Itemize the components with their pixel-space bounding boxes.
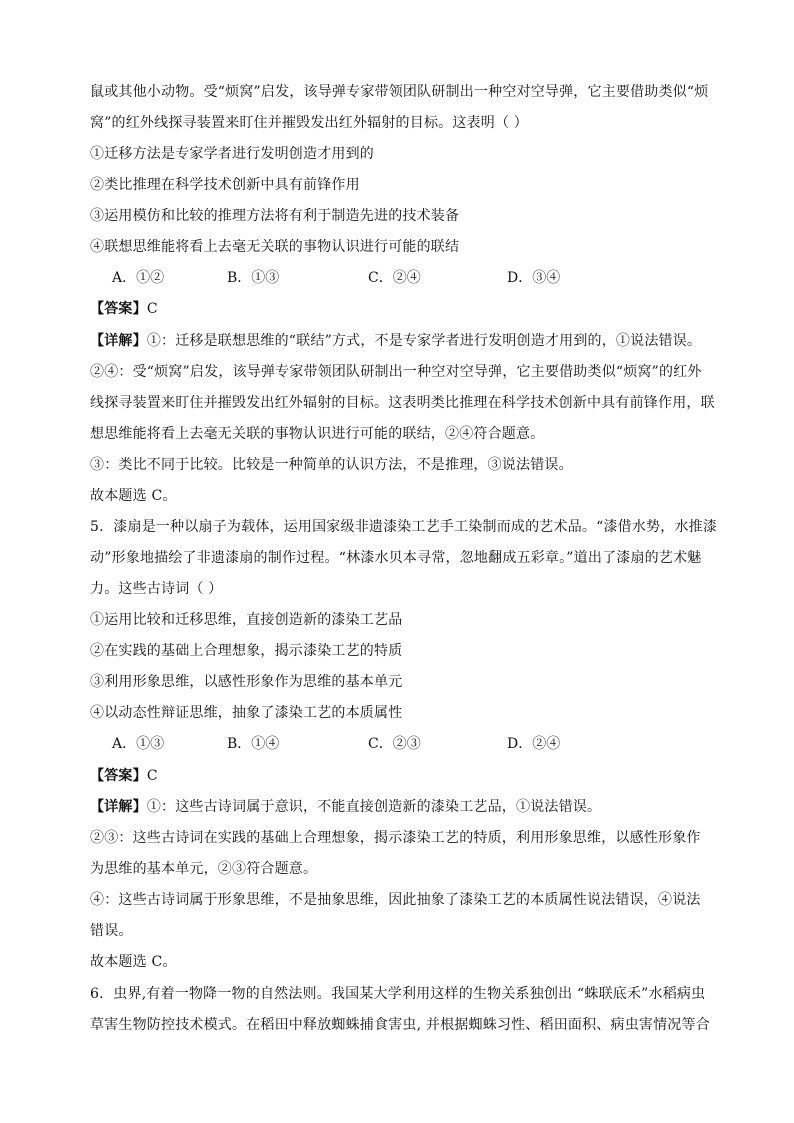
choice-b: B．①④	[227, 736, 280, 752]
detail-line: ③：类比不同于比较。比较是一种简单的认识方法，不是推理，③说法错误。	[90, 457, 573, 473]
conclusion-line: 故本题选 C。	[90, 488, 177, 504]
detail-line: 错误。	[90, 923, 133, 939]
detail-line: ④：这些古诗词属于形象思维，不是抽象思维，因此抽象了漆染工艺的本质属性说法错误，④说法	[90, 892, 701, 908]
answer-label: 【答案】	[90, 768, 147, 784]
choice-d: D．②④	[507, 736, 561, 752]
question-5-text: 力。这些古诗词（ ）	[90, 581, 223, 597]
answer-line	[90, 766, 710, 786]
detail-line	[90, 797, 710, 817]
detail-line: ②③：这些古诗词在实践的基础上合理想象，揭示漆染工艺的特质，利用形象思维，以感性形象作	[90, 830, 701, 846]
text-line: 窝”的红外线探寻装置来盯住并摧毁发出红外辐射的目标。这表明（ ）	[90, 115, 529, 131]
option-statement: ④联想思维能将看上去毫无关联的事物认识进行可能的联结	[90, 239, 460, 255]
text-line: 鼠或其他小动物。受“烦窝”启发，该导弹专家带领团队研制出一种空对空导弹，它主要借助类似“烦	[90, 84, 709, 100]
option-statement: ④以动态性辩证思维，抽象了漆染工艺的本质属性	[90, 705, 403, 721]
question-5-text: 5．漆扇是一种以扇子为载体，运用国家级非遗漆染工艺手工染制而成的艺术品。“漆借水势，水推漆	[90, 519, 718, 535]
option-statement: ③利用形象思维，以感性形象作为思维的基本单元	[90, 674, 403, 690]
question-6-text: 草害生物防控技术模式。在稻田中释放蜘蛛捕食害虫, 并根据蜘蛛习性、稻田面积、病虫害情况等合	[90, 1017, 710, 1033]
answer-label: 【答案】	[90, 301, 147, 317]
detail-line: 为思维的基本单元，②③符合题意。	[90, 861, 318, 877]
question-6-text: 6．虫界,有着一物降一物的自然法则。我国某大学利用这样的生物关系独创出 “蛛联底禾”水稻病虫	[90, 986, 706, 1002]
detail-label: 【详解】	[90, 799, 147, 815]
detail-line: ②④：受“烦窝”启发，该导弹专家带领团队研制出一种空对空导弹，它主要借助类似“烦窝”的红外	[90, 364, 702, 380]
choice-c: C．②③	[368, 736, 421, 752]
choice-c: C．②④	[368, 270, 421, 286]
option-statement: ①运用比较和迁移思维，直接创造新的漆染工艺品	[90, 612, 403, 628]
detail-line	[90, 331, 710, 351]
answer-value: C	[146, 768, 158, 784]
question-5-text: 动”形象地描绘了非遗漆扇的制作过程。“林漆水贝本寻常，忽地翻成五彩章。”道出了漆扇的艺术魅	[90, 550, 702, 566]
option-statement: ②在实践的基础上合理想象，揭示漆染工艺的特质	[90, 643, 403, 659]
option-statement: ③运用模仿和比较的推理方法将有利于制造先进的技术装备	[90, 208, 460, 224]
detail-line: 线探寻装置来盯住并摧毁发出红外辐射的目标。这表明类比推理在科学技术创新中具有前锋作用，联	[90, 395, 715, 411]
detail-label: 【详解】	[90, 333, 147, 349]
answer-line	[90, 299, 710, 319]
detail-text: ①：这些古诗词属于意识，不能直接创造新的漆染工艺品，①说法错误。	[146, 799, 602, 815]
conclusion-line: 故本题选 C。	[90, 954, 177, 970]
detail-text: ①：迁移是联想思维的“联结”方式，不是专家学者进行发明创造才用到的，①说法错误。	[146, 333, 702, 349]
option-statement: ②类比推理在科学技术创新中具有前锋作用	[90, 177, 360, 193]
choice-a: A．①②	[112, 270, 165, 286]
option-statement: ①迁移方法是专家学者进行发明创造才用到的	[90, 146, 374, 162]
answer-value: C	[146, 301, 158, 317]
choice-d: D．③④	[507, 270, 561, 286]
choice-a: A．①③	[112, 736, 165, 752]
choice-b: B．①③	[227, 270, 280, 286]
detail-line: 想思维能将看上去毫无关联的事物认识进行可能的联结，②④符合题意。	[90, 426, 545, 442]
